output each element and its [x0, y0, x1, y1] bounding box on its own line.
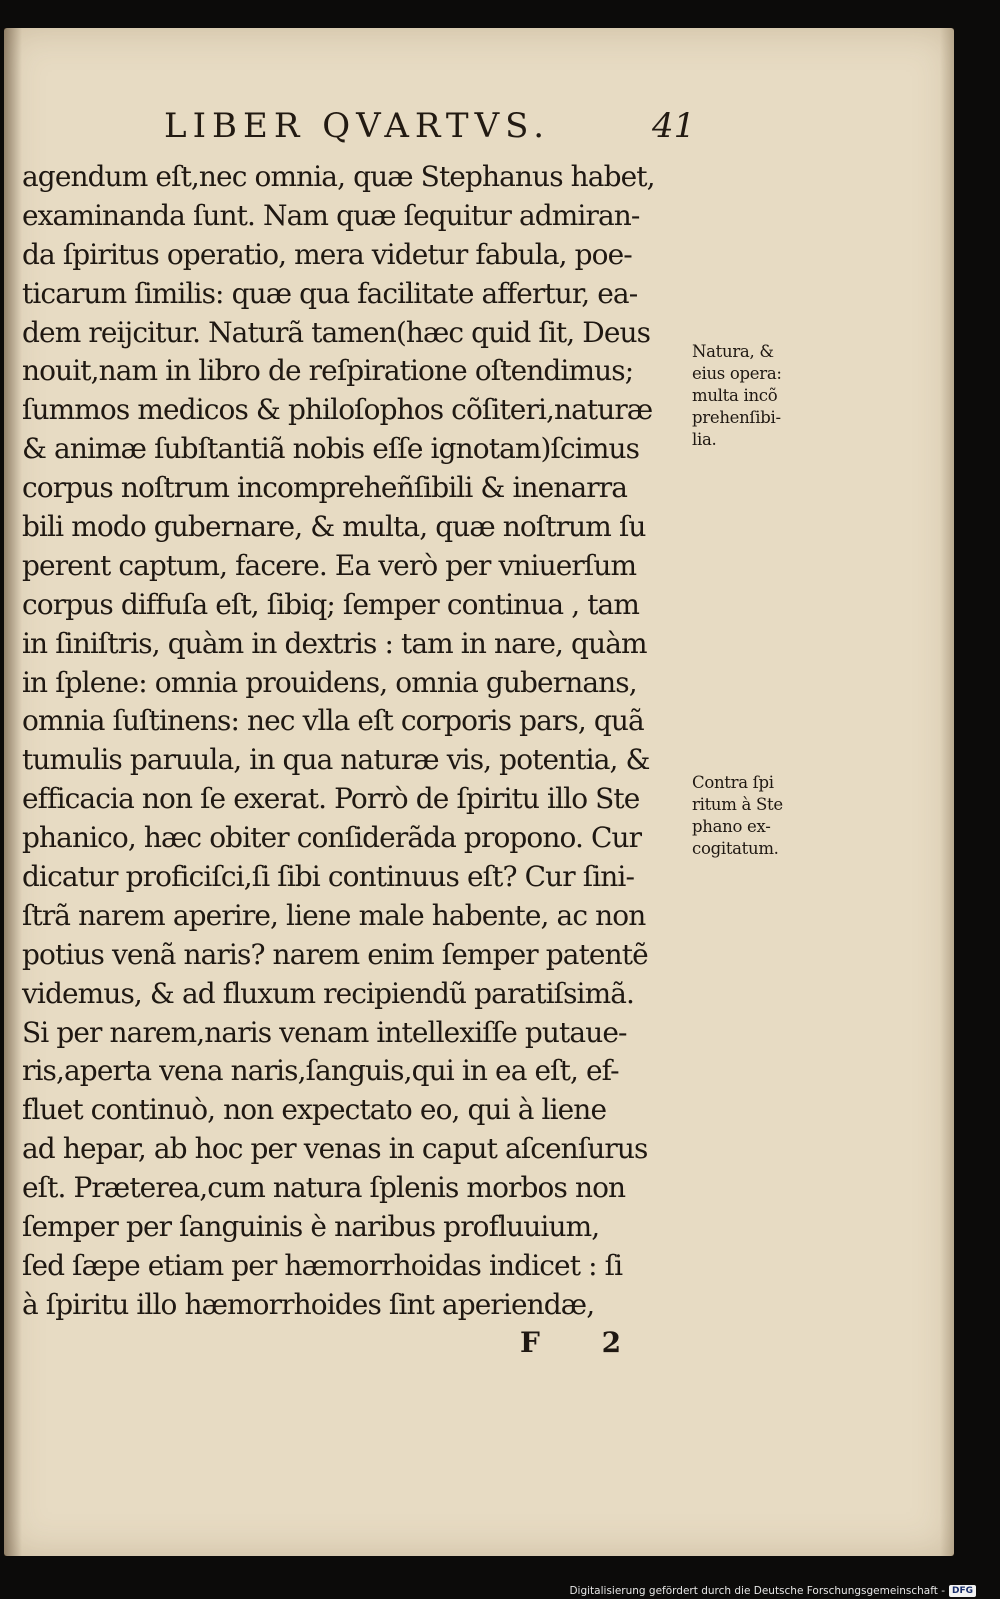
dfg-logo: DFG [949, 1585, 976, 1597]
marginal-line: eius opera: [692, 364, 782, 383]
text-line: ad hepar, ab hoc per venas in caput aſcenſurus [22, 1132, 648, 1166]
main-text-block [22, 158, 694, 1325]
text-line: examinanda ſunt. Nam quæ ſequitur admiran- [22, 198, 640, 232]
text-line: efficacia non ſe exerat. Porrò de ſpiritu illo Ste [22, 782, 640, 816]
text-line: in ſiniſtris, quàm in dextris : tam in nare, quàm [22, 626, 647, 660]
text-line: ſummos medicos & philoſophos cõſiteri,naturæ [22, 393, 653, 427]
text-line: ris,aperta vena naris,ſanguis,qui in ea eſt, ef- [22, 1054, 619, 1088]
text-line: ticarum ſimilis: quæ qua facilitate affertur, ea- [22, 276, 638, 310]
credit-text: Digitalisierung gefördert durch die Deutsche Forschungsgemeinschaft - [569, 1585, 945, 1597]
text-line: fluet continuò, non expectato eo, qui à liene [22, 1093, 607, 1127]
digitization-credit [569, 1585, 976, 1597]
text-line: corpus noſtrum incompreheñſibili & inenarra [22, 471, 627, 505]
marginal-line: prehenſibi- [692, 408, 781, 427]
text-line: corpus diffuſa eſt, ſibiq; ſemper continua , tam [22, 587, 639, 621]
marginal-line: phano ex- [692, 817, 771, 836]
text-line: perent captum, facere. Ea verò per vniuerſum [22, 548, 637, 582]
marginal-note-natura [692, 341, 832, 451]
page-number: 41 [652, 106, 696, 146]
marginal-line: Contra ſpi [692, 773, 774, 792]
marginal-line: multa incõ [692, 386, 778, 405]
text-line: bili modo gubernare, & multa, quæ noſtrum ſu [22, 510, 646, 544]
text-line: phanico, hæc obiter conſiderãda propono. Cur [22, 821, 642, 855]
text-line: ſed ſæpe etiam per hæmorrhoidas indicet : ſi [22, 1248, 623, 1282]
text-line: dem reijcitur. Naturã tamen(hæc quid ſit, Deus [22, 315, 651, 349]
running-head: LIBER QVARTVS. [164, 106, 551, 146]
marginal-line: cogitatum. [692, 839, 779, 858]
book-page [4, 28, 954, 1556]
text-line: dicatur proficiſci,ſi ſibi continuus eſt? Cur ſini- [22, 860, 635, 894]
text-line: & animæ ſubſtantiã nobis eſſe ignotam)ſcimus [22, 432, 640, 466]
text-line: à ſpiritu illo hæmorrhoides ſint aperiendæ, [22, 1287, 595, 1321]
text-line: videmus, & ad fluxum recipiendũ paratiſsimã. [22, 976, 635, 1010]
text-line: potius venã naris? narem enim ſemper patentẽ [22, 937, 648, 971]
text-line: omnia ſuſtinens: nec vlla eſt corporis pars, quã [22, 704, 644, 738]
text-line: Si per narem,naris venam intellexiſſe putaue- [22, 1015, 627, 1049]
marginal-note-contra-spiritum [692, 772, 832, 860]
text-line: ſtrã narem aperire, liene male habente, ac non [22, 898, 646, 932]
text-line: da ſpiritus operatio, mera videtur fabula, poe- [22, 237, 632, 271]
marginal-line: Natura, & [692, 342, 774, 361]
signature-mark: F 2 [520, 1326, 648, 1359]
text-line: nouit,nam in libro de reſpiratione oſtendimus; [22, 354, 634, 388]
text-line: eſt. Præterea,cum natura ſplenis morbos non [22, 1171, 626, 1205]
text-line: agendum eſt,nec omnia, quæ Stephanus habet, [22, 160, 655, 193]
text-line: ſemper per ſanguinis è naribus profluuium, [22, 1210, 600, 1244]
marginal-line: ritum à Ste [692, 795, 783, 814]
text-line: in ſplene: omnia prouidens, omnia gubernans, [22, 665, 637, 699]
text-line: tumulis paruula, in qua naturæ vis, potentia, & [22, 743, 650, 777]
marginal-line: lia. [692, 430, 717, 449]
